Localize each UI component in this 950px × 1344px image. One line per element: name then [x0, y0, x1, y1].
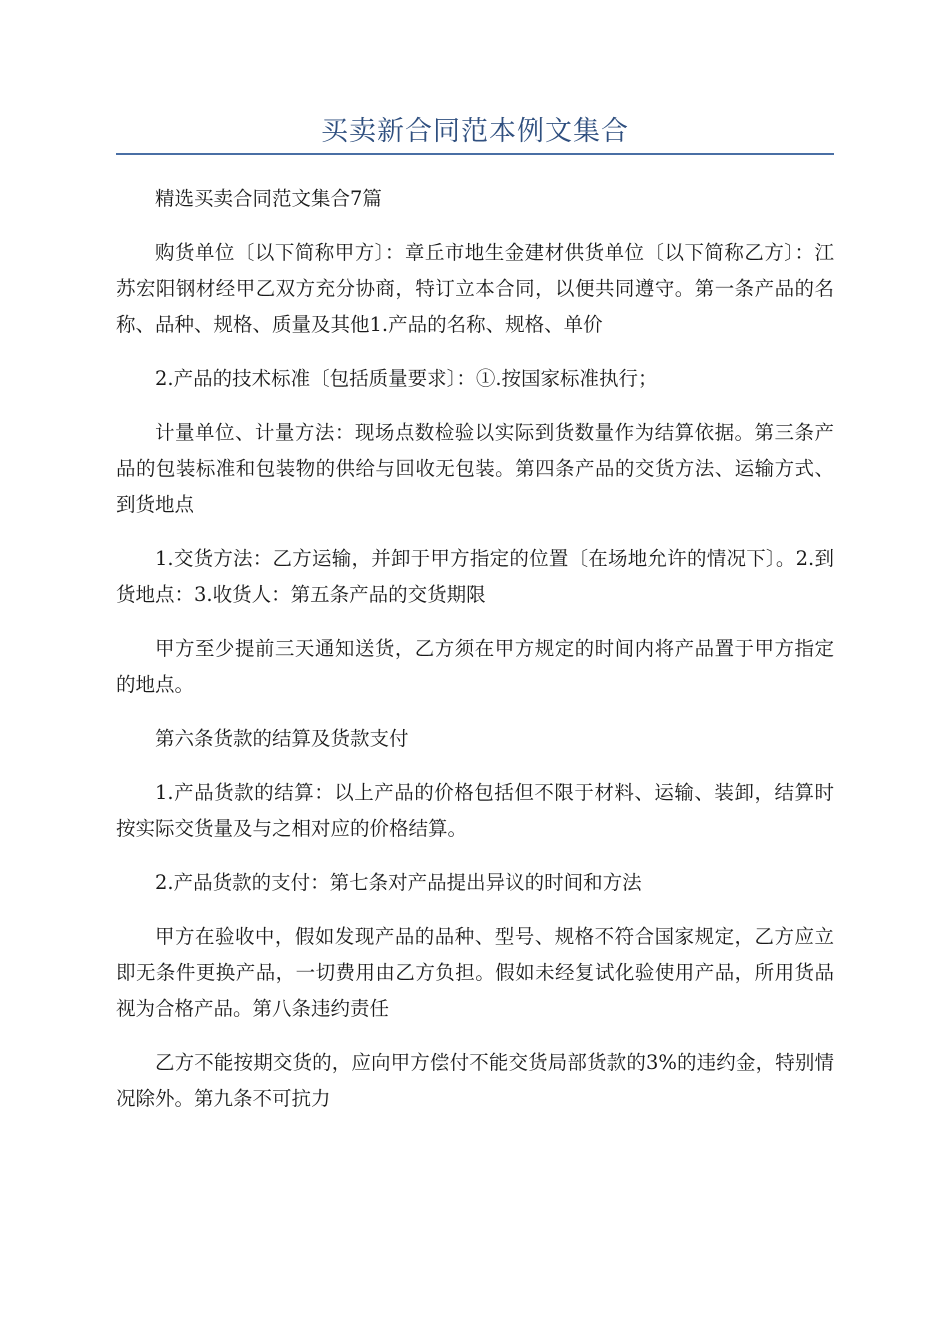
paragraph-delivery-method: 1.交货方法：乙方运输，并卸于甲方指定的位置〔在场地允许的情况下〕。2.到货地点：3.收货人：第五条产品的交货期限: [116, 547, 834, 606]
paragraph-payment: 2.产品货款的支付：第七条对产品提出异议的时间和方法: [155, 871, 642, 894]
paragraph-parties: 购货单位〔以下简称甲方〕：章丘市地生金建材供货单位〔以下简称乙方〕：江苏宏阳钢材经甲乙双方充分协商，特订立本合同，以便共同遵守。第一条产品的名称、品种、规格、质量及其他1.产品的名称、规格、单价: [116, 241, 834, 336]
paragraph-delivery-notice: 甲方至少提前三天通知送货，乙方须在甲方规定的时间内将产品置于甲方指定的地点。: [116, 637, 834, 696]
document-body: [116, 181, 834, 1117]
paragraph-liability: 乙方不能按期交货的，应向甲方偿付不能交货局部货款的3%的违约金，特别情况除外。第九条不可抗力: [116, 1051, 834, 1110]
paragraph-subtitle: 精选买卖合同范文集合7篇: [155, 187, 382, 210]
paragraph-settlement: 1.产品货款的结算：以上产品的价格包括但不限于材料、运输、装卸，结算时按实际交货量及与之相对应的价格结算。: [116, 781, 834, 840]
title-underline: [116, 153, 834, 155]
paragraph-inspection: 甲方在验收中，假如发现产品的品种、型号、规格不符合国家规定，乙方应立即无条件更换产品，一切费用由乙方负担。假如未经复试化验使用产品，所用货品视为合格产品。第八条违约责任: [116, 925, 834, 1020]
paragraph-measurement: 计量单位、计量方法：现场点数检验以实际到货数量作为结算依据。第三条产品的包装标准和包装物的供给与回收无包装。第四条产品的交货方法、运输方式、到货地点: [116, 421, 834, 516]
paragraph-article-six: 第六条货款的结算及货款支付: [155, 727, 409, 750]
paragraph-technical-standard: 2.产品的技术标准〔包括质量要求〕：①.按国家标准执行；: [155, 367, 658, 390]
document-title: 买卖新合同范本例文集合: [321, 116, 629, 147]
document-page: [116, 0, 834, 1135]
